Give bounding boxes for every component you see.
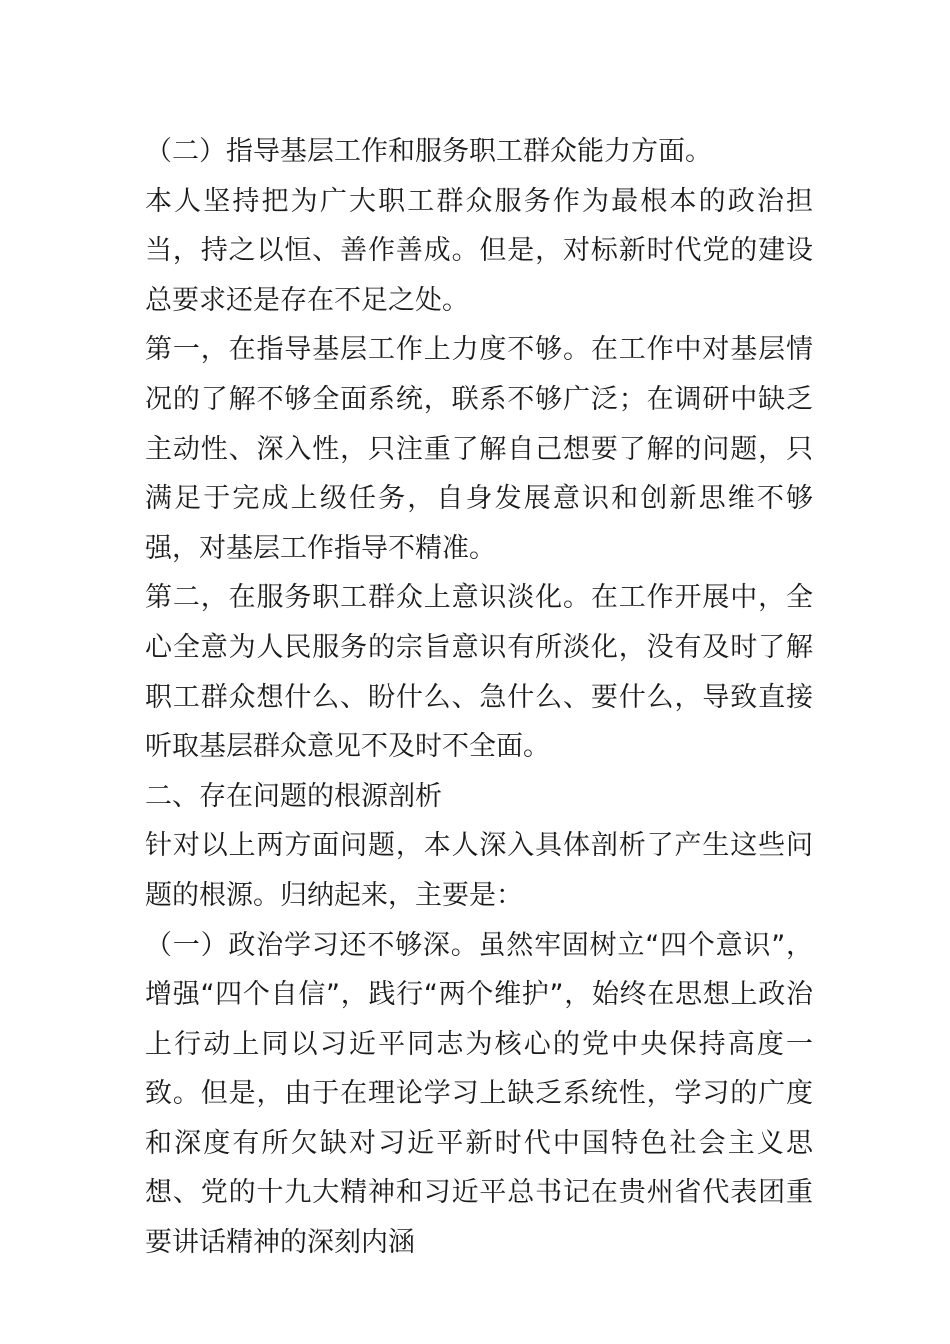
- paragraph-first-issue: 第一，在指导基层工作上力度不够。在工作中对基层情况的了解不够全面系统，联系不够广泛；在调研中缺乏主动性、深入性，只注重了解自己想要了解的问题，只满足于完成上级任务，自身发展意识和创新思维不够强，对基层工作指导不精准。: [145, 334, 813, 564]
- paragraph-root-cause-intro: 针对以上两方面问题，本人深入具体剖析了产生这些问题的根源。归纳起来，主要是：: [145, 830, 813, 911]
- paragraph-political-study: （一）政治学习还不够深。虽然牢固树立“四个意识”，增强“四个自信”，践行“两个维护”，始终在思想上政治上行动上同以习近平同志为核心的党中央保持高度一致。但是，由于在理论学习上缺乏系统性，学习的广度和深度有所欠缺对习近平新时代中国特色社会主义思想、党的十九大精神和习近平总书记在贵州省代表团重要讲话精神的深刻内涵: [145, 929, 813, 1259]
- paragraph-second-issue: 第二，在服务职工群众上意识淡化。在工作开展中，全心全意为人民服务的宗旨意识有所淡化，没有及时了解职工群众想什么、盼什么、急什么、要什么，导致直接听取基层群众意见不及时不全面。: [145, 582, 813, 763]
- section-heading-guidance: （二）指导基层工作和服务职工群众能力方面。: [145, 136, 712, 167]
- section-heading-root-cause: 二、存在问题的根源剖析: [145, 780, 442, 812]
- paragraph-commitment: 本人坚持把为广大职工群众服务作为最根本的政治担当，持之以恒、善作善成。但是，对标新时代党的建设总要求还是存在不足之处。: [145, 185, 813, 316]
- document-body: [145, 127, 813, 1268]
